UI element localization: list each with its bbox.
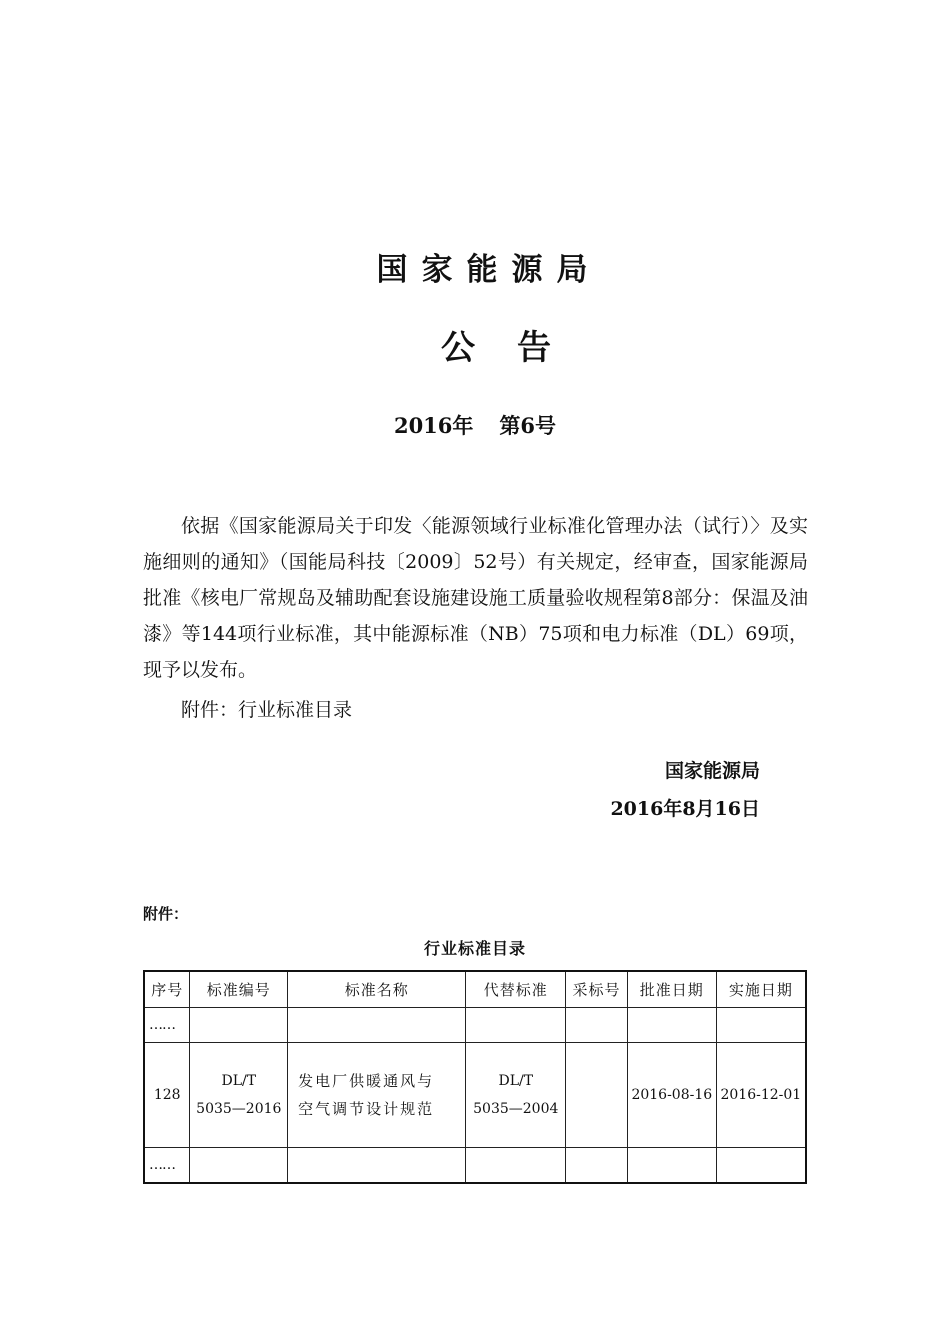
org-title: 国家能源局 (376, 252, 602, 288)
code-line: DL/T (221, 1073, 257, 1089)
col-header-name: 标准名称 (288, 971, 466, 1008)
empty-cell (716, 1008, 806, 1043)
replaces-line: DL/T (498, 1073, 534, 1089)
issue-year: 2016年 (393, 413, 474, 438)
empty-cell (627, 1148, 716, 1184)
ellipsis-cell: …… (144, 1148, 190, 1184)
cell-replaces (466, 1043, 566, 1148)
empty-cell (466, 1148, 566, 1184)
standards-table (143, 970, 807, 1184)
empty-cell (288, 1008, 466, 1043)
name-line: 空气调节设计规范 (298, 1100, 435, 1118)
cell-effective-date: 2016-12-01 (716, 1043, 806, 1148)
col-header-code: 标准编号 (190, 971, 288, 1008)
cell-code (190, 1043, 288, 1148)
attachment-label: 附件： (143, 905, 189, 923)
doc-type-title: 公告 (441, 328, 593, 368)
empty-cell (566, 1148, 628, 1184)
code-line: 5035—2016 (196, 1101, 282, 1117)
ellipsis-cell: …… (144, 1008, 190, 1043)
cell-seq: 128 (144, 1043, 190, 1148)
col-header-replaces: 代替标准 (466, 971, 566, 1008)
table-row (144, 1148, 806, 1184)
table-row (144, 1043, 806, 1148)
cell-name (288, 1043, 466, 1148)
table-row (144, 1008, 806, 1043)
table-title: 行业标准目录 (423, 939, 526, 958)
col-header-approval-date: 批准日期 (627, 971, 716, 1008)
issue-number (0, 410, 950, 440)
empty-cell (627, 1008, 716, 1043)
cell-adopted (566, 1043, 628, 1148)
signature-org: 国家能源局 (664, 760, 760, 782)
cell-approval-date: 2016-08-16 (627, 1043, 716, 1148)
empty-cell (566, 1008, 628, 1043)
name-line: 发电厂供暖通风与 (298, 1072, 435, 1090)
empty-cell (466, 1008, 566, 1043)
empty-cell (190, 1008, 288, 1043)
empty-cell (716, 1148, 806, 1184)
signature-date: 2016年8月16日 (610, 798, 760, 820)
empty-cell (288, 1148, 466, 1184)
empty-cell (190, 1148, 288, 1184)
col-header-effective-date: 实施日期 (716, 971, 806, 1008)
replaces-line: 5035—2004 (473, 1101, 559, 1117)
table-header-row (144, 971, 806, 1008)
issue-no: 第6号 (499, 413, 557, 438)
announcement-paragraph: 依据《国家能源局关于印发〈能源领域行业标准化管理办法（试行）〉及实施细则的通知》（国能局科技〔2009〕52号）有关规定，经审查，国家能源局批准《核电厂常规岛及辅助配套设施建设施工质量验收规程第8部分：保温及油漆》等144项行业标准，其中能源标准（NB）75项和电力标准（DL）69项，现予以发布。 (143, 515, 808, 681)
col-header-adopted: 采标号 (566, 971, 628, 1008)
attachment-note: 附件：行业标准目录 (181, 699, 353, 721)
col-header-seq: 序号 (144, 971, 190, 1008)
